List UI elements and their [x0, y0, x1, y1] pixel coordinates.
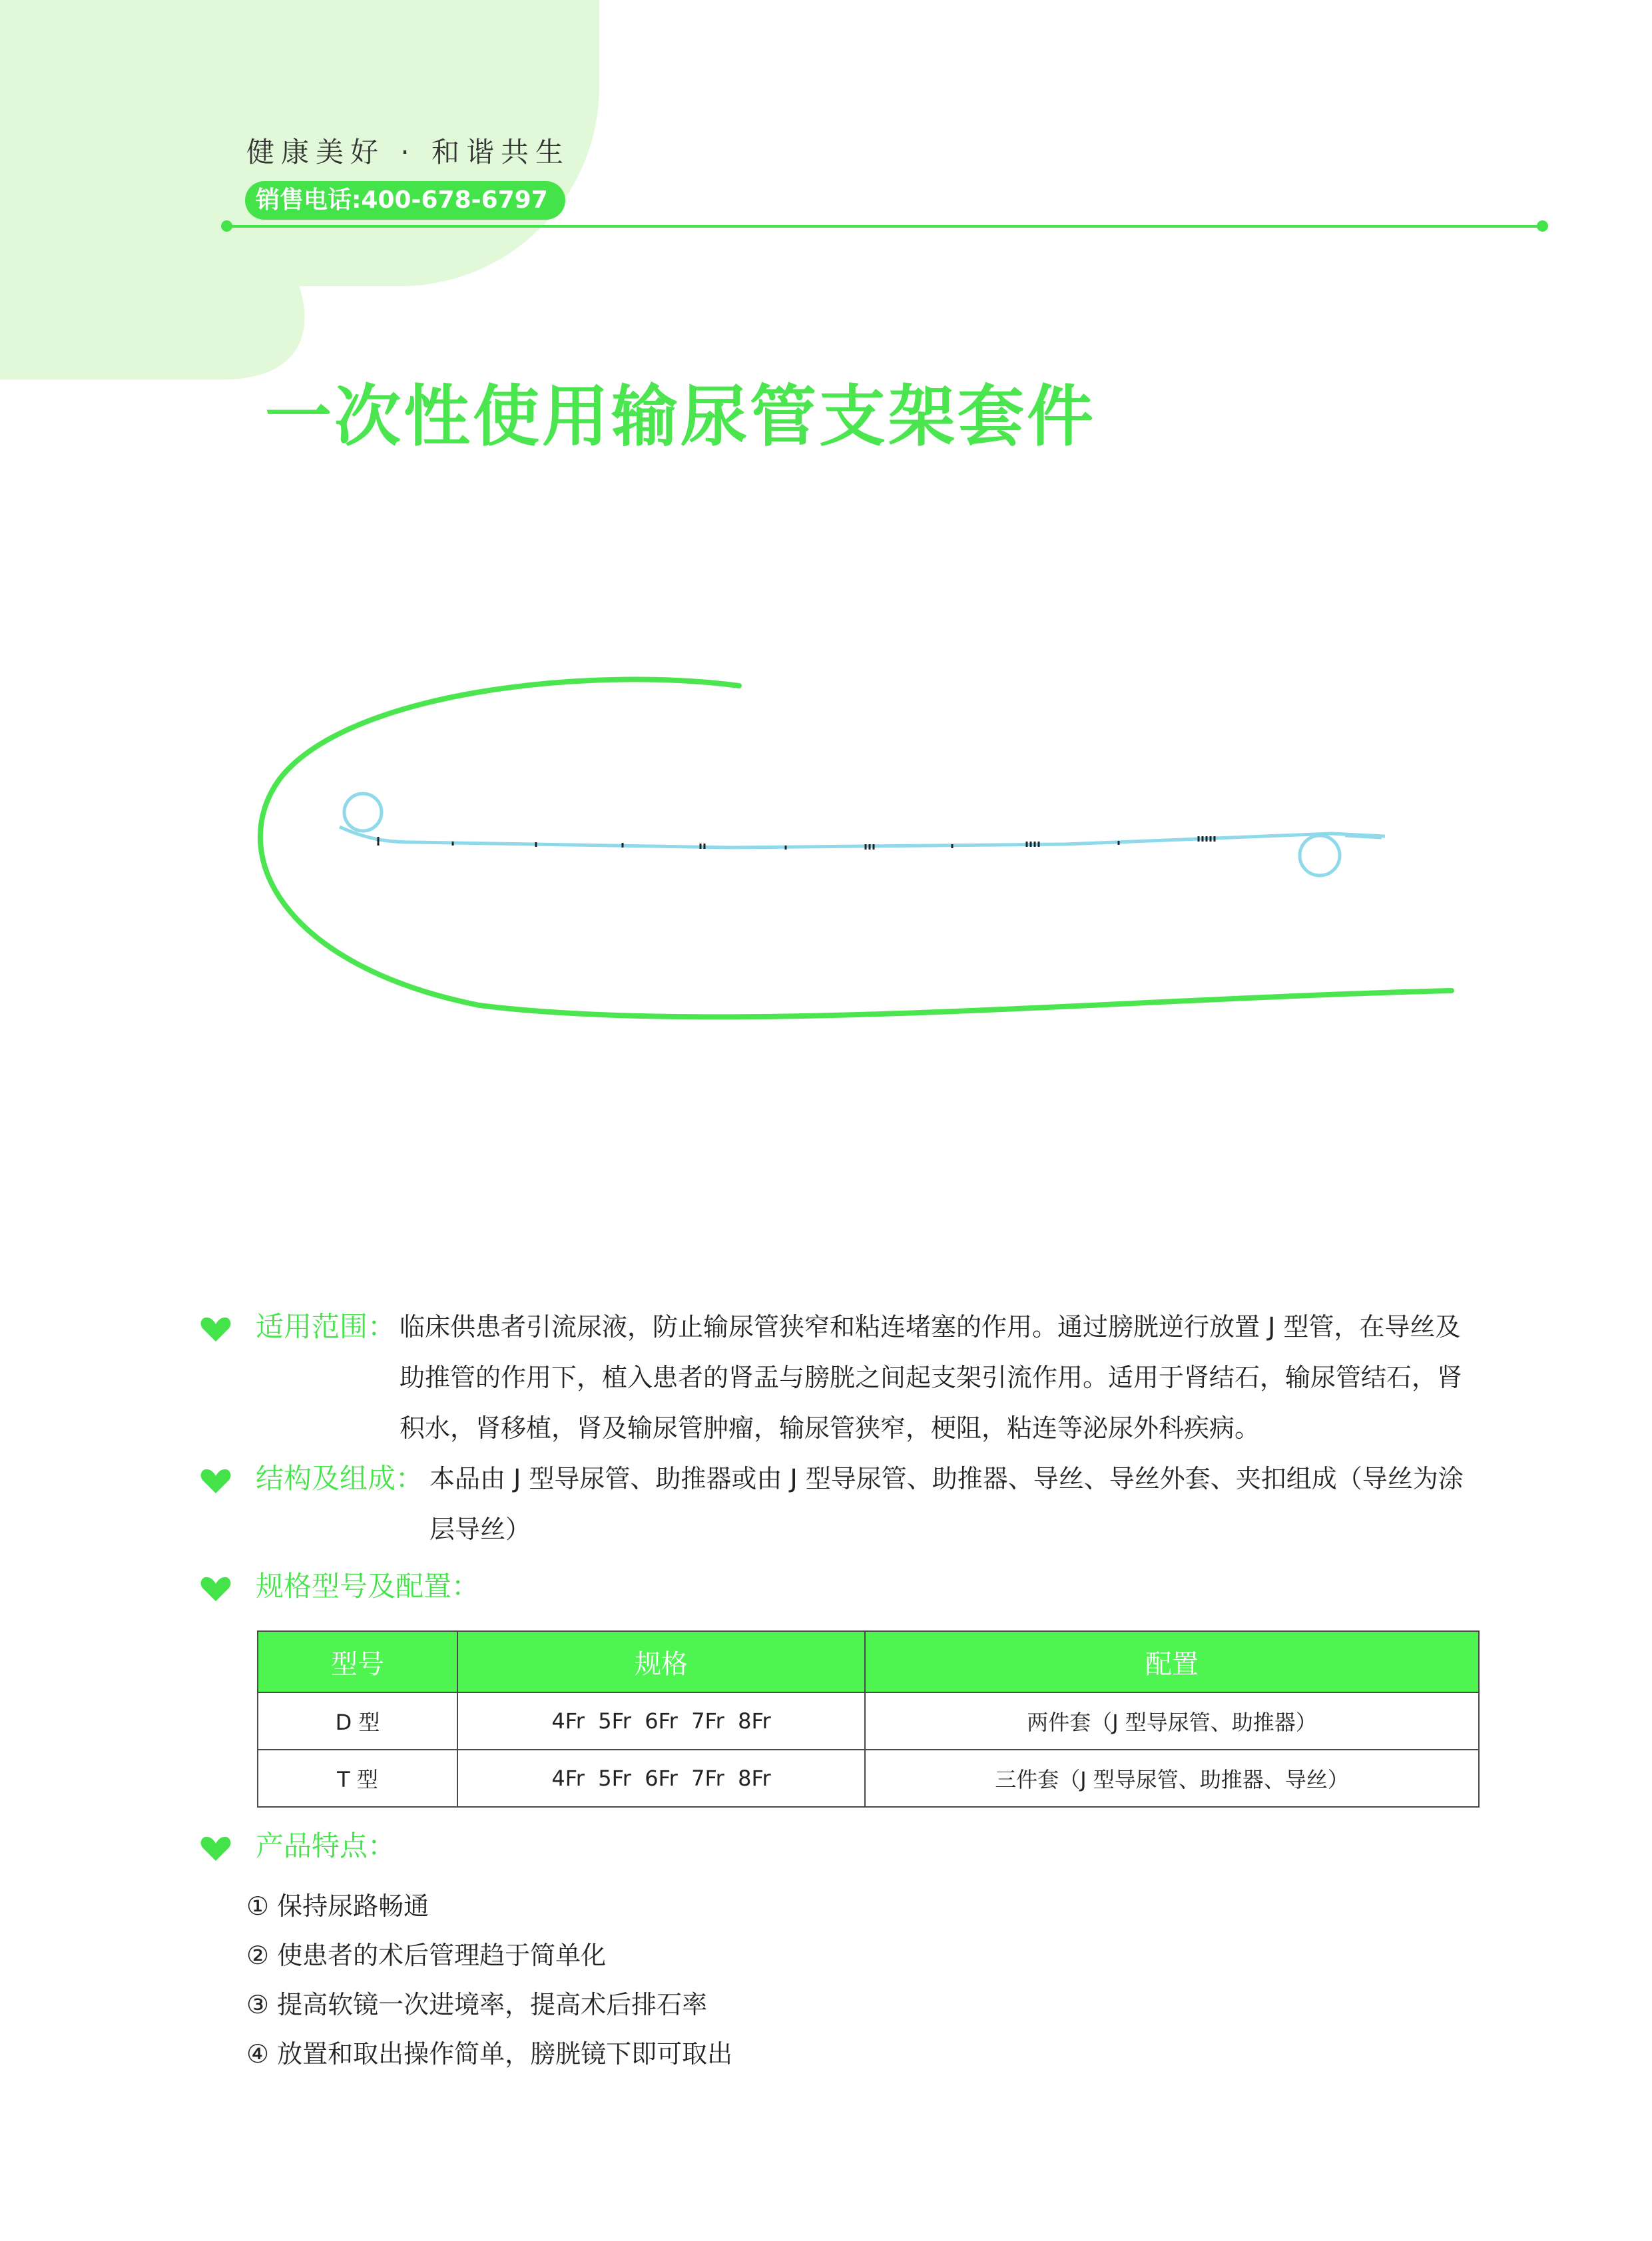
feature-item: ② 使患者的术后管理趋于简单化 [246, 1941, 607, 1970]
spec-table [257, 1630, 1480, 1808]
section-features [200, 1821, 799, 1874]
scope-text-line-2: 助推管的作用下，植入患者的肾盂与膀胱之间起支架引流作用。适用于肾结石，输尿管结石，肾 [400, 1363, 1463, 1392]
features-label: 产品特点： [256, 1830, 396, 1862]
divider-dot-right [1537, 220, 1548, 232]
header-divider [226, 225, 1542, 228]
feature-item: ③ 提高软镜一次进境率，提高术后排石率 [246, 1990, 708, 2019]
section-scope [200, 1302, 1498, 1455]
slogan: 健康美好 · 和谐共生 [246, 136, 571, 168]
table-cell: T 型 [258, 1750, 457, 1807]
heart-icon [200, 1836, 232, 1862]
table-cell: 三件套（J 型导尿管、助推器、导丝） [865, 1750, 1479, 1807]
heart-icon [200, 1468, 232, 1495]
guide-wire [260, 680, 1452, 1017]
structure-label: 结构及组成： [256, 1462, 424, 1495]
structure-text-line-1: 本品由 J 型导尿管、助推器或由 J 型导尿管、助推器、导丝、导丝外套、夹扣组成（导丝为涂 [429, 1464, 1464, 1493]
table-row [258, 1692, 1479, 1750]
feature-item: ① 保持尿路畅通 [246, 1891, 429, 1921]
sales-hotline-badge: 销售电话:400-678-6797 [245, 181, 565, 220]
j-stent [340, 794, 1385, 875]
divider-dot-left [221, 220, 232, 232]
table-header: 配置 [865, 1631, 1479, 1692]
table-header: 规格 [457, 1631, 865, 1692]
heart-icon [200, 1316, 232, 1343]
spec-label: 规格型号及配置： [256, 1570, 480, 1603]
section-structure [200, 1453, 1498, 1560]
heart-icon [200, 1576, 232, 1603]
table-cell: 4Fr 5Fr 6Fr 7Fr 8Fr [457, 1750, 865, 1807]
scope-label: 适用范围： [256, 1310, 396, 1343]
table-cell: 4Fr 5Fr 6Fr 7Fr 8Fr [457, 1692, 865, 1750]
table-cell: D 型 [258, 1692, 457, 1750]
ureteral-stent-image [253, 652, 1478, 1039]
table-cell: 两件套（J 型导尿管、助推器） [865, 1692, 1479, 1750]
scope-text-line-3: 积水，肾移植，肾及输尿管肿瘤，输尿管狭窄，梗阻，粘连等泌尿外科疾病。 [400, 1413, 1260, 1443]
table-row [258, 1750, 1479, 1807]
structure-text-line-2: 层导丝） [429, 1515, 531, 1544]
table-header: 型号 [258, 1631, 457, 1692]
feature-item: ④ 放置和取出操作简单，膀胱镜下即可取出 [246, 2039, 733, 2069]
table-header-row [258, 1631, 1479, 1692]
section-spec [200, 1561, 799, 1615]
scope-text-line-1: 临床供患者引流尿液，防止输尿管狭窄和粘连堵塞的作用。通过膀胱逆行放置 J 型管，在导丝及 [400, 1312, 1461, 1342]
page-title: 一次性使用输尿管支架套件 [265, 377, 1096, 455]
